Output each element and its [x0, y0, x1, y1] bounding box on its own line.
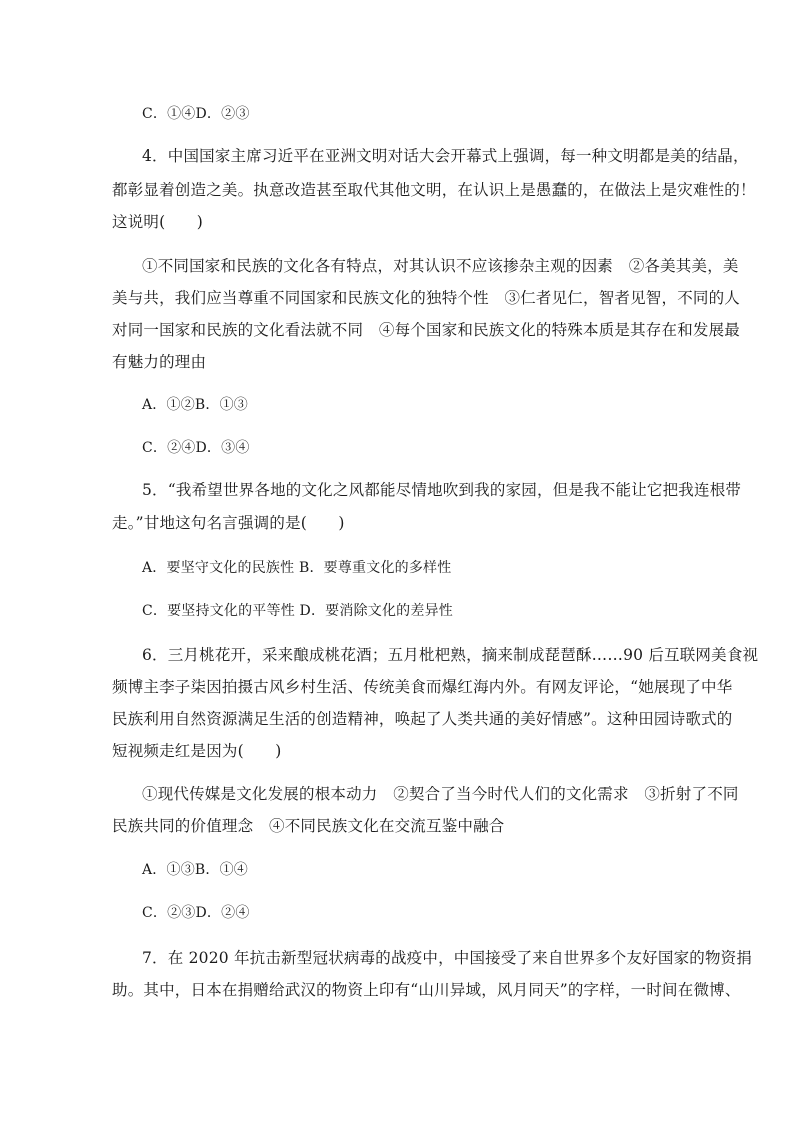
q6-options-cd: C．②③D．②④: [142, 905, 250, 921]
q6-statement-line-1: ①现代传媒是文化发展的根本动力 ②契合了当今时代人们的文化需求 ③折射了不同: [142, 785, 739, 803]
q4-stem-line-3: 这说明( ): [112, 213, 203, 231]
q3-options-cd: C．①④D．②③: [142, 106, 250, 122]
q4-stem-line-1: 4．中国国家主席习近平在亚洲文明对话大会开幕式上强调，每一种文明都是美的结晶，: [142, 147, 749, 165]
q5-stem-line-1: 5．“我希望世界各地的文化之风都能尽情地吹到我的家园，但是我不能让它把我连根带: [142, 481, 742, 499]
q5-options-cd: C．要坚持文化的平等性 D．要消除文化的差异性: [142, 603, 453, 619]
q6-stem-line-2: 频博主李子柒因拍摄古风乡村生活、传统美食而爆红海内外。有网友评论，“她展现了中华: [112, 678, 733, 696]
q4-options-cd: C．②④D．③④: [142, 440, 250, 456]
q5-options-ab: A．要坚守文化的民族性 B．要尊重文化的多样性: [142, 560, 452, 576]
q6-stem-line-3: 民族利用自然资源满足生活的创造精神，唤起了人类共通的美好情感”。这种田园诗歌式的: [112, 710, 733, 728]
q4-statement-line-2: 美与共，我们应当尊重不同国家和民族文化的独特个性 ③仁者见仁，智者见智，不同的人: [112, 289, 741, 307]
q7-stem-line-2: 助。其中，日本在捐赠给武汉的物资上印有“山川异域，风月同天”的字样，一时间在微博、: [112, 981, 741, 999]
q4-statement-line-4: 有魅力的理由: [112, 353, 207, 371]
q4-statement-line-1: ①不同国家和民族的文化各有特点，对其认识不应该掺杂主观的因素 ②各美其美，美: [142, 257, 739, 275]
q6-stem-line-1: 6．三月桃花开，采来酿成桃花酒；五月枇杷熟，摘来制成琵琶酥……90 后互联网美食视: [142, 646, 759, 664]
q5-stem-line-2: 走。”甘地这句名言强调的是( ): [112, 514, 345, 532]
q4-stem-line-2: 都彰显着创造之美。执意改造甚至取代其他文明，在认识上是愚蠢的，在做法上是灾难性的！: [112, 181, 756, 199]
q6-stem-line-4: 短视频走红是因为( ): [112, 742, 282, 760]
q7-stem-line-1: 7．在 2020 年抗击新型冠状病毒的战疫中，中国接受了来自世界多个友好国家的物资捐: [142, 949, 753, 967]
q4-options-ab: A．①②B．①③: [142, 397, 248, 413]
q6-statement-line-2: 民族共同的价值理念 ④不同民族文化在交流互鉴中融合: [112, 817, 505, 835]
q6-options-ab: A．①③B．①④: [142, 862, 248, 878]
q4-statement-line-3: 对同一国家和民族的文化看法就不同 ④每个国家和民族文化的特殊本质是其存在和发展最: [112, 321, 741, 339]
